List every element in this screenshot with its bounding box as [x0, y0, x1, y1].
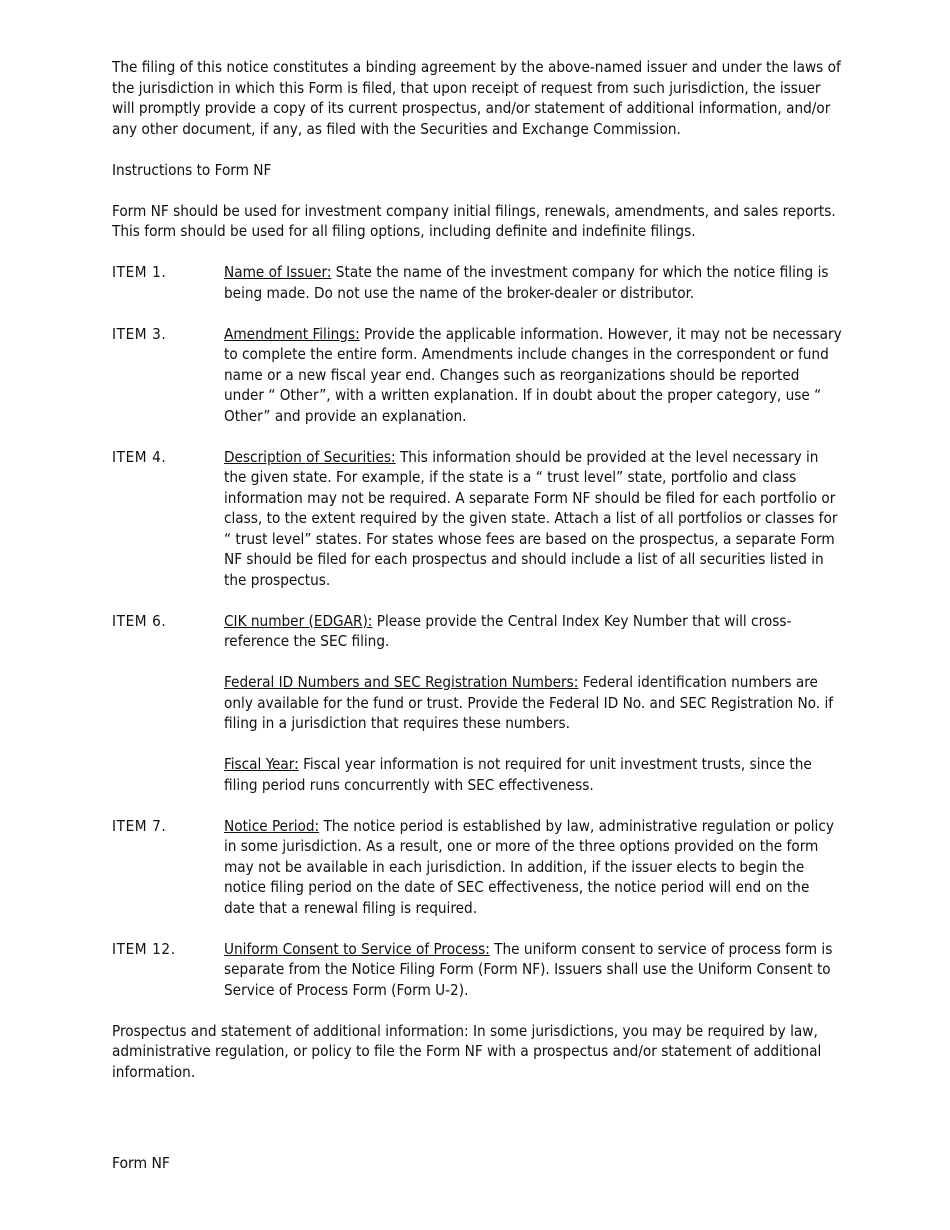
instructions-title: Instructions to Form NF — [112, 160, 272, 179]
item-body — [224, 447, 842, 591]
item-label: ITEM 1. — [112, 263, 167, 281]
item-label: ITEM 3. — [112, 324, 167, 343]
item-heading: Name of Issuer: — [224, 263, 332, 281]
document-body — [112, 57, 842, 1103]
intro-paragraph: The filing of this notice constitutes a binding agreement by the above-named issuer and under the laws of the jurisdiction in which this Form is filed, that upon receipt of request from such jurisdiction, the issuer will promptly provide a copy of its current prospectus, and/or statement of additional information, and/or any other document, if any, as filed with the Securities and Exchange Commission. — [112, 58, 841, 138]
item-row — [112, 262, 842, 303]
item-row — [112, 611, 842, 796]
item-row — [112, 447, 842, 591]
item-text: This information should be provided at the level necessary in the given state. For example, if the state is a “ trust level” state, portfolio and class information may not be required. A separate Form NF should be filed for each portfolio or class, to the extent required by the given state. Attach a list of all portfolios or classes for “ trust level” states. For states whose fees are based on the prospectus, a separate Form NF should be filed for each prospectus and should include a list of all securities listed in the prospectus. — [224, 447, 838, 589]
item-text: Fiscal year information is not required for unit investment trusts, since the filing period runs concurrently with SEC effectiveness. — [224, 755, 812, 794]
item-row — [112, 324, 842, 427]
item-label: ITEM 4. — [112, 447, 167, 466]
item-text: Provide the applicable information. However, it may not be necessary to complete the entire form. Amendments include changes in the correspondent or fund name or a new fiscal year end. Changes such as reorganizations should be reported under “ Other”, with a written explanation. If in doubt about the proper category, use “ Other” and provide an explanation. — [224, 324, 842, 425]
item-body — [224, 939, 842, 1001]
item-label: ITEM 12. — [112, 939, 176, 958]
item-paragraph — [224, 672, 842, 734]
item-heading: Federal ID Numbers and SEC Registration Numbers: — [224, 673, 579, 691]
item-heading: Notice Period: — [224, 816, 320, 835]
item-body — [224, 262, 842, 303]
item-body — [224, 611, 842, 796]
item-heading: Description of Securities: — [224, 447, 396, 466]
page-footer: Form NF — [112, 1154, 170, 1172]
item-text: State the name of the investment company for which the notice filing is being made. Do not use the name of the broker-dealer or distributor. — [224, 263, 829, 302]
items-list — [112, 262, 842, 1000]
item-paragraph — [224, 262, 842, 303]
item-label: ITEM 6. — [112, 611, 167, 630]
item-label: ITEM 7. — [112, 816, 167, 835]
item-paragraph — [224, 939, 842, 1001]
item-text: Please provide the Central Index Key Number that will cross-reference the SEC filing. — [224, 611, 792, 650]
item-paragraph — [224, 754, 842, 795]
item-body — [224, 816, 842, 919]
item-body — [224, 324, 842, 427]
item-row — [112, 939, 842, 1001]
item-heading: CIK number (EDGAR): — [224, 611, 373, 630]
item-paragraph — [224, 611, 842, 652]
item-paragraph — [224, 447, 842, 591]
item-paragraph — [224, 816, 842, 919]
item-text: The notice period is established by law, administrative regulation or policy in some jurisdiction. As a result, one or more of the three options provided on the form may not be available in each jurisdiction. In addition, if the issuer elects to begin the notice filing period on the date of SEC effectiveness, the notice period will end on the date that a renewal filing is required. — [224, 816, 834, 917]
item-heading: Uniform Consent to Service of Process: — [224, 939, 490, 958]
item-heading: Amendment Filings: — [224, 324, 360, 343]
item-row — [112, 816, 842, 919]
prospectus-note: Prospectus and statement of additional information: In some jurisdictions, you may be required by law, administrative regulation, or policy to file the Form NF with a prospectus and/or statement of additional information. — [112, 1021, 822, 1081]
item-text: The uniform consent to service of process form is separate from the Notice Filing Form (Form NF). Issuers shall use the Uniform Consent to Service of Process Form (Form U-2). — [224, 939, 833, 999]
item-paragraph — [224, 324, 842, 427]
item-heading: Fiscal Year: — [224, 755, 299, 773]
item-text: Federal identification numbers are only available for the fund or trust. Provide the Federal ID No. and SEC Registration No. if filing in a jurisdiction that requires these numbers. — [224, 673, 834, 732]
usage-paragraph: Form NF should be used for investment company initial filings, renewals, amendments, and sales reports. This form should be used for all filing options, including definite and indefinite filings. — [112, 201, 836, 240]
